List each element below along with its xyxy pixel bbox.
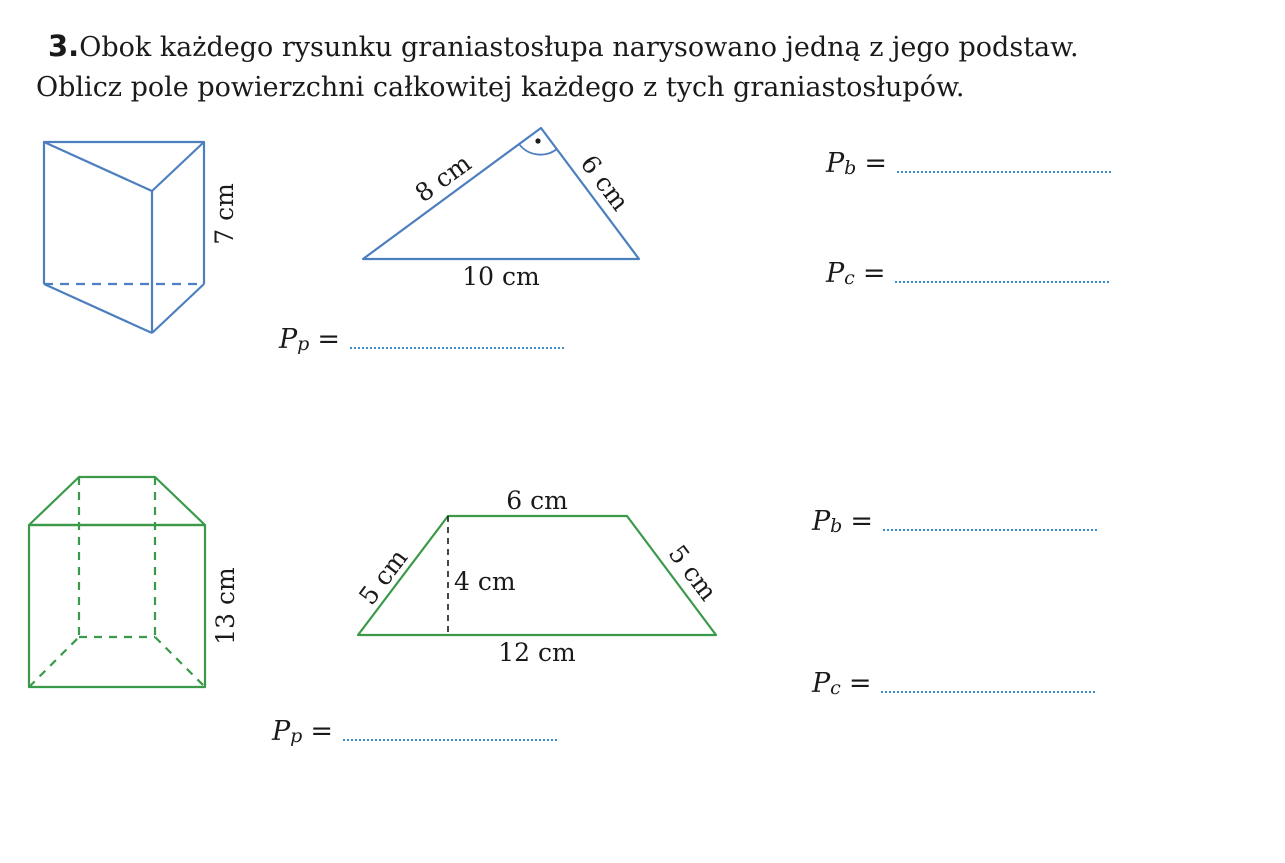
fig1-pp-equals: = bbox=[317, 324, 340, 355]
trapezoid-outline bbox=[358, 516, 716, 635]
fig1-pp-symbol: P bbox=[279, 324, 298, 355]
fig2-pc-answer bbox=[812, 668, 1095, 699]
prism1-top-face bbox=[44, 142, 204, 191]
task-number: 3. bbox=[48, 29, 80, 63]
fig1-pb-symbol: P bbox=[826, 148, 845, 179]
right-angle-dot bbox=[535, 138, 540, 143]
trapezoid-height-label: 4 cm bbox=[454, 567, 516, 596]
fig2-pb-equals: = bbox=[850, 506, 873, 537]
trapezoid-bottom-label: 12 cm bbox=[498, 638, 576, 667]
fig2-pc-subscript: c bbox=[830, 677, 841, 699]
fig2-pb-symbol: P bbox=[812, 506, 831, 537]
fig2-pp-equals: = bbox=[310, 716, 333, 747]
fig1-pb-answer-field[interactable] bbox=[897, 167, 1111, 173]
fig2-pc-symbol: P bbox=[812, 668, 831, 699]
trapezoid-base-drawing bbox=[358, 516, 716, 635]
prism1-bottom-front-right bbox=[152, 284, 204, 333]
fig1-pc-symbol: P bbox=[826, 258, 845, 289]
fig1-pc-equals: = bbox=[862, 258, 886, 289]
fig2-pp-symbol: P bbox=[272, 716, 291, 747]
trapezoid-top-label: 6 cm bbox=[506, 486, 568, 515]
fig1-pp-subscript: p bbox=[297, 333, 310, 355]
fig1-pp-answer-field[interactable] bbox=[350, 343, 564, 349]
fig1-pb-answer bbox=[826, 148, 1111, 179]
fig1-pc-subscript: c bbox=[844, 267, 855, 289]
task-text-2: Oblicz pole powierzchni całkowitej każdego z tych graniastosłupów. bbox=[36, 72, 965, 103]
triangle-base-label: 10 cm bbox=[462, 262, 540, 291]
fig2-pc-answer-field[interactable] bbox=[881, 687, 1095, 693]
prism1-height-label: 7 cm bbox=[210, 183, 239, 245]
prism1-bottom-front-left bbox=[44, 284, 152, 333]
right-angle-marker bbox=[519, 144, 557, 155]
prism2-height-label: 13 cm bbox=[211, 567, 240, 645]
fig2-pb-answer bbox=[812, 506, 1097, 537]
trapezoid-left-label: 5 cm bbox=[353, 543, 414, 611]
prism2-top-face bbox=[29, 477, 205, 525]
fig2-pp-subscript: p bbox=[290, 725, 303, 747]
prism2-front-face bbox=[29, 525, 205, 687]
fig2-pp-answer bbox=[272, 716, 557, 747]
fig2-pb-answer-field[interactable] bbox=[883, 525, 1097, 531]
trapezoid-right-label: 5 cm bbox=[662, 539, 723, 607]
prism2-hidden-edges bbox=[29, 477, 205, 687]
fig2-pp-answer-field[interactable] bbox=[343, 735, 557, 741]
triangular-prism-drawing bbox=[44, 142, 204, 333]
fig2-pb-subscript: b bbox=[830, 515, 843, 537]
task-text-1: Obok każdego rysunku graniastosłupa narysowano jedną z jego podstaw. bbox=[79, 32, 1079, 63]
fig1-pb-equals: = bbox=[864, 148, 887, 179]
triangle-side-a-label: 8 cm bbox=[409, 148, 477, 208]
fig1-pc-answer bbox=[826, 258, 1109, 289]
fig1-pp-answer bbox=[279, 324, 564, 355]
trapezoid-prism-drawing bbox=[29, 477, 205, 687]
triangle-side-b-label: 6 cm bbox=[574, 149, 635, 217]
fig1-pc-answer-field[interactable] bbox=[895, 277, 1109, 283]
fig1-pb-subscript: b bbox=[844, 157, 857, 179]
fig2-pc-equals: = bbox=[848, 668, 872, 699]
